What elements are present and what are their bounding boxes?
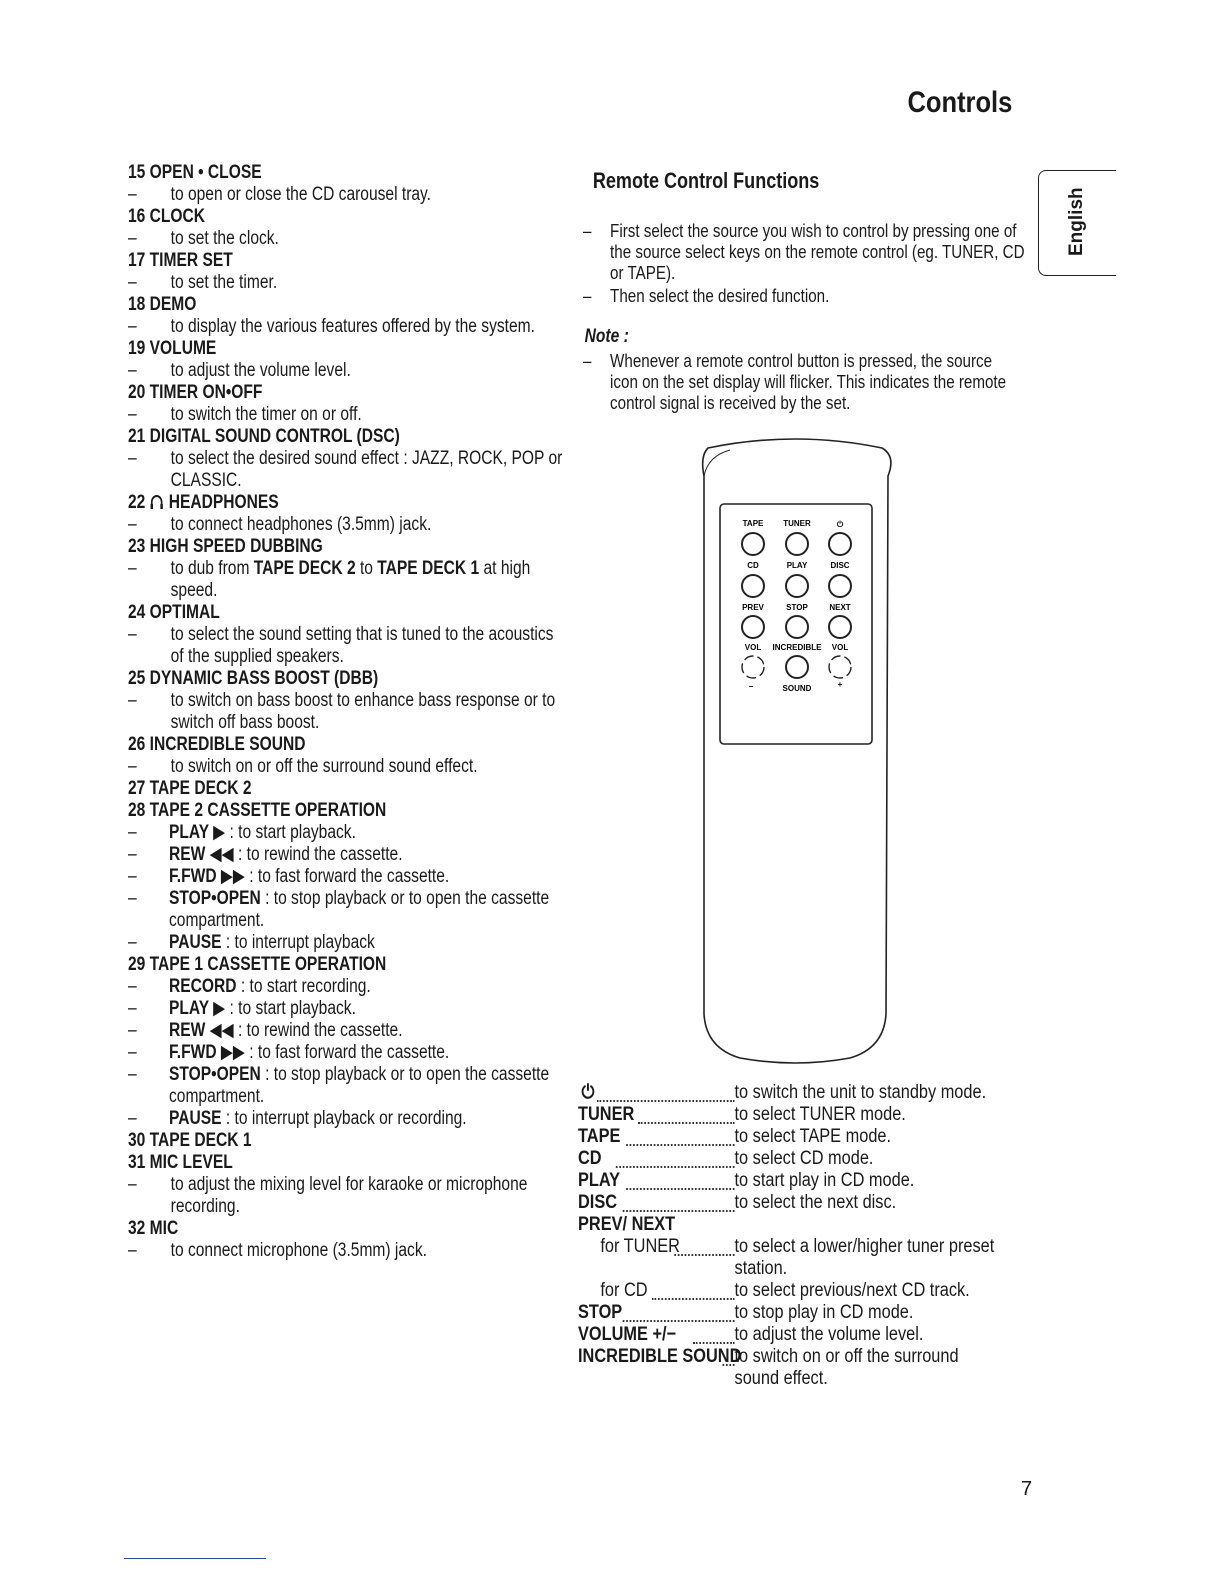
standby-icon: ⏻ (836, 520, 844, 529)
remote-label: NEXT (829, 603, 851, 612)
op-key: RECORD (169, 976, 237, 997)
item-desc: to adjust the mixing level for karaoke or microphone (170, 1174, 528, 1195)
table-row (578, 1104, 956, 1126)
item-title: TAPE DECK 1 (149, 1130, 252, 1151)
table-row (578, 1082, 987, 1104)
item-title: MIC LEVEL (149, 1152, 233, 1173)
list-item: 24 OPTIMAL – to select the sound setting that is tuned to the acoustics of the supplied speakers. (128, 602, 554, 667)
item-desc: to connect headphones (3.5mm) jack. (170, 514, 432, 535)
controls-list (128, 162, 587, 1262)
function-key: DISC (578, 1192, 618, 1213)
function-key: VOLUME +/− (578, 1324, 677, 1345)
item-desc: to set the clock. (170, 228, 279, 249)
function-desc: to select CD mode. (734, 1148, 874, 1169)
item-title: DEMO (149, 294, 197, 315)
footer-rule (124, 1558, 266, 1559)
remote-label: − (748, 682, 754, 691)
remote-label: VOL (744, 643, 762, 652)
table-row (578, 1192, 956, 1214)
item-number: 18 (128, 294, 146, 315)
remote-label: TAPE (742, 519, 764, 528)
op-key: REW ◀◀ (169, 844, 234, 865)
remote-label: DISC (830, 561, 850, 570)
item-number: 24 (128, 602, 146, 623)
function-desc: to adjust the volume level. (734, 1324, 924, 1345)
item-title: HEADPHONES (168, 492, 279, 513)
function-desc: to select TAPE mode. (734, 1126, 892, 1147)
item-title: DIGITAL SOUND CONTROL (DSC) (149, 426, 400, 447)
op-desc: compartment. (169, 910, 265, 931)
page-number: 7 (1021, 1478, 1033, 1500)
table-row (578, 1302, 956, 1324)
table-row (578, 1170, 956, 1192)
list-item: 17 TIMER SET – to set the timer. (128, 250, 278, 293)
item-desc: to switch the timer on or off. (170, 404, 362, 425)
item-title: TIMER ON•OFF (149, 382, 263, 403)
list-item: 23 HIGH SPEED DUBBING – to dub from TAPE DECK 2 to TAPE DECK 1 at high speed. (128, 536, 531, 601)
list-item: 15 OPEN • CLOSE – to open or close the CD carousel tray. (128, 162, 432, 205)
item-title: CLOCK (149, 206, 206, 227)
op-key: F.FWD ▶▶ (169, 1042, 245, 1063)
function-desc: to start play in CD mode. (734, 1170, 915, 1191)
item-number: 29 (128, 954, 146, 975)
list-item (128, 778, 587, 800)
item-number: 23 (128, 536, 146, 557)
list-item: 20 TIMER ON•OFF – to switch the timer on or off. (128, 382, 362, 425)
item-number: 16 (128, 206, 146, 227)
item-desc: to dub from TAPE DECK 2 to TAPE DECK 1 at high (170, 558, 531, 579)
intro-paragraph: – First select the source you wish to control by pressing one of the source select keys on the remote control (eg. TUNER, CD or TAPE). (583, 220, 1025, 283)
item-number: 22 (128, 492, 146, 513)
function-key: CD (578, 1148, 602, 1169)
list-item: 16 CLOCK – to set the clock. (128, 206, 279, 249)
function-key: STOP (578, 1302, 623, 1323)
remote-control-illustration (700, 436, 896, 1066)
item-number: 20 (128, 382, 146, 403)
item-number: 15 (128, 162, 146, 183)
function-key: TUNER (578, 1104, 635, 1125)
item-number: 28 (128, 800, 146, 821)
language-tab (1038, 170, 1116, 276)
function-key: ⏻ (581, 1082, 595, 1103)
item-desc: to switch on or off the surround sound effect. (170, 756, 478, 777)
remote-label: INCREDIBLE (772, 643, 822, 652)
item-desc: to display the various features offered by the system. (170, 316, 535, 337)
remote-label: SOUND (782, 684, 812, 693)
item-desc: to set the timer. (170, 272, 278, 293)
remote-label: PREV (742, 603, 764, 612)
function-desc: to select the next disc. (734, 1192, 897, 1213)
item-number: 32 (128, 1218, 146, 1239)
function-key: INCREDIBLE SOUND (578, 1346, 742, 1367)
list-item: 31 MIC LEVEL – to adjust the mixing level for karaoke or microphone recording. (128, 1152, 528, 1217)
list-item: 18 DEMO – to display the various features offered by the system. (128, 294, 535, 337)
item-desc: CLASSIC. (170, 470, 242, 491)
item-desc: to select the sound setting that is tuned to the acoustics (170, 624, 554, 645)
op-desc: : to stop playback or to open the cassette (260, 1064, 550, 1085)
item-desc: to open or close the CD carousel tray. (170, 184, 432, 205)
item-desc: to select the desired sound effect : JAZZ, ROCK, POP or (170, 448, 563, 469)
item-desc: to connect microphone (3.5mm) jack. (170, 1240, 427, 1261)
function-desc: to select a lower/higher tuner preset station. (734, 1236, 995, 1279)
function-desc: to select TUNER mode. (734, 1104, 906, 1125)
intro-paragraph: – Then select the desired function. (583, 285, 830, 306)
item-title: TAPE DECK 2 (149, 778, 252, 799)
item-number: 25 (128, 668, 146, 689)
remote-label: VOL (831, 643, 849, 652)
item-desc: to adjust the volume level. (170, 360, 351, 381)
item-title: DYNAMIC BASS BOOST (DBB) (149, 668, 379, 689)
table-row (578, 1236, 995, 1280)
list-item: 21 DIGITAL SOUND CONTROL (DSC) – to select the desired sound effect : JAZZ, ROCK, POP or CLASSIC. (128, 426, 563, 491)
op-key: PAUSE (169, 932, 222, 953)
item-title: OPTIMAL (149, 602, 220, 623)
list-item: 32 MIC – to connect microphone (3.5mm) jack. (128, 1218, 427, 1261)
op-desc: : to start recording. (236, 976, 371, 997)
note-label: Note : (584, 326, 629, 347)
table-row (578, 1214, 956, 1236)
op-desc: : to stop playback or to open the cassette (260, 888, 550, 909)
item-title: MIC (149, 1218, 179, 1239)
op-desc: : to fast forward the cassette. (244, 866, 450, 887)
note-paragraph: – Whenever a remote control button is pressed, the source icon on the set display will flicker. This indicates the remote control signal is received by the set. (583, 350, 1007, 413)
item-desc: recording. (170, 1196, 240, 1217)
item-title: TAPE 1 CASSETTE OPERATION (149, 954, 387, 975)
op-key: REW ◀◀ (169, 1020, 234, 1041)
table-row (578, 1280, 970, 1302)
op-desc: : to start playback. (225, 822, 356, 843)
item-number: 30 (128, 1130, 146, 1151)
op-desc: : to start playback. (225, 998, 356, 1019)
op-key: STOP•OPEN (169, 1064, 261, 1085)
op-desc: compartment. (169, 1086, 265, 1107)
op-desc: : to rewind the cassette. (233, 844, 403, 865)
item-number: 19 (128, 338, 146, 359)
remote-label: PLAY (786, 561, 808, 570)
function-desc: to select previous/next CD track. (734, 1280, 970, 1301)
list-item: 19 VOLUME – to adjust the volume level. (128, 338, 351, 381)
list-item: 22 HEADPHONES – to connect headphones (3.5mm) jack. (128, 492, 432, 535)
item-title: TIMER SET (149, 250, 233, 271)
item-title: INCREDIBLE SOUND (149, 734, 306, 755)
page-title: Controls (907, 86, 1012, 119)
list-item: 26 INCREDIBLE SOUND – to switch on or off the surround sound effect. (128, 734, 478, 777)
headphones-icon (150, 494, 165, 510)
list-item: 29 TAPE 1 CASSETTE OPERATION – RECORD : to start recording. – PLAY ▶ : to start playback. – REW ◀◀ : to rewind the cassette. – F.FWD ▶▶ : to fast forward the cassette. – STOP•OPEN : to stop playback or to open the cassette compartment. – PAUSE : to interrupt playback or recording. (128, 954, 550, 1129)
op-key: PAUSE (169, 1108, 222, 1129)
list-item (128, 1130, 587, 1152)
item-desc: of the supplied speakers. (170, 646, 344, 667)
remote-label: TUNER (783, 519, 811, 528)
section-title: Remote Control Functions (592, 168, 820, 193)
op-key: F.FWD ▶▶ (169, 866, 245, 887)
item-number: 31 (128, 1152, 146, 1173)
function-desc: to switch the unit to standby mode. (734, 1082, 987, 1103)
item-desc: to switch on bass boost to enhance bass response or to (170, 690, 556, 711)
item-number: 27 (128, 778, 146, 799)
function-key: for CD (600, 1280, 648, 1301)
op-desc: : to fast forward the cassette. (244, 1042, 450, 1063)
list-item: 28 TAPE 2 CASSETTE OPERATION – PLAY ▶ : to start playback. – REW ◀◀ : to rewind the cassette. – F.FWD ▶▶ : to fast forward the cassette. – STOP•OPEN : to stop playback or to open the cassette compartment. – PAUSE : to interrupt playback (128, 800, 550, 953)
table-row (578, 1126, 956, 1148)
item-title: HIGH SPEED DUBBING (149, 536, 323, 557)
function-table (578, 1082, 995, 1390)
op-desc: : to interrupt playback (221, 932, 375, 953)
language-tab-label: English (1066, 187, 1087, 256)
remote-label: CD (747, 561, 759, 570)
item-desc: speed. (170, 580, 218, 601)
function-key: PREV/ NEXT (578, 1214, 676, 1235)
op-desc: : to rewind the cassette. (233, 1020, 403, 1041)
function-desc: to switch on or off the surround sound effect. (734, 1346, 959, 1389)
remote-label: STOP (786, 603, 808, 612)
op-key: PLAY ▶ (169, 822, 226, 843)
item-number: 21 (128, 426, 146, 447)
table-row (578, 1346, 959, 1390)
remote-section (583, 168, 1025, 413)
item-desc: switch off bass boost. (170, 712, 320, 733)
item-number: 26 (128, 734, 146, 755)
op-desc: : to interrupt playback or recording. (221, 1108, 467, 1129)
function-key: TAPE (578, 1126, 621, 1147)
remote-label: + (837, 680, 843, 689)
item-title: OPEN • CLOSE (149, 162, 262, 183)
function-key: PLAY (578, 1170, 621, 1191)
item-number: 17 (128, 250, 146, 271)
list-item: 25 DYNAMIC BASS BOOST (DBB) – to switch on bass boost to enhance bass response or to switch off bass boost. (128, 668, 556, 733)
op-key: PLAY ▶ (169, 998, 226, 1019)
function-key: for TUNER (600, 1236, 680, 1257)
op-key: STOP•OPEN (169, 888, 261, 909)
table-row (578, 1324, 956, 1346)
function-desc: to stop play in CD mode. (734, 1302, 914, 1323)
table-row (578, 1148, 956, 1170)
item-title: VOLUME (149, 338, 217, 359)
item-title: TAPE 2 CASSETTE OPERATION (149, 800, 387, 821)
